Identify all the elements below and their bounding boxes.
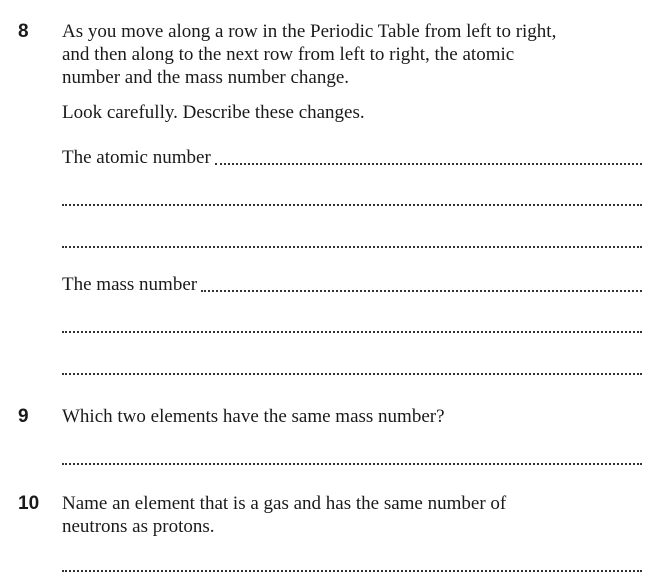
question-10-line-1: Name an element that is a gas and has the same number of xyxy=(62,493,507,514)
question-10-number: 10 xyxy=(18,493,40,514)
question-10-line-2: neutrons as protons. xyxy=(62,516,215,537)
question-8-line-1: As you move along a row in the Periodic Table from left to right, xyxy=(62,21,557,42)
mass-number-answer-line-2[interactable] xyxy=(62,331,642,333)
mass-number-answer-line-3[interactable] xyxy=(62,373,642,375)
question-10-answer-line[interactable] xyxy=(62,570,642,572)
atomic-number-answer-line[interactable] xyxy=(215,163,642,165)
question-8-number: 8 xyxy=(18,21,29,42)
atomic-number-label: The atomic number xyxy=(62,147,211,168)
mass-number-answer-field[interactable] xyxy=(62,274,642,296)
question-9-answer-line[interactable] xyxy=(62,463,642,465)
question-8-text xyxy=(62,20,647,89)
question-10-text xyxy=(62,492,647,538)
atomic-number-answer-line-3[interactable] xyxy=(62,246,642,248)
mass-number-answer-line[interactable] xyxy=(201,290,642,292)
atomic-number-answer-field[interactable] xyxy=(62,147,642,169)
atomic-number-answer-line-2[interactable] xyxy=(62,204,642,206)
question-8-line-2: and then along to the next row from left to right, the atomic xyxy=(62,44,515,65)
question-8-line-3: number and the mass number change. xyxy=(62,67,350,88)
question-8-instruction: Look carefully. Describe these changes. xyxy=(62,102,365,123)
mass-number-label: The mass number xyxy=(62,274,198,295)
question-9-number: 9 xyxy=(18,406,29,427)
question-9-text: Which two elements have the same mass number? xyxy=(62,406,445,427)
